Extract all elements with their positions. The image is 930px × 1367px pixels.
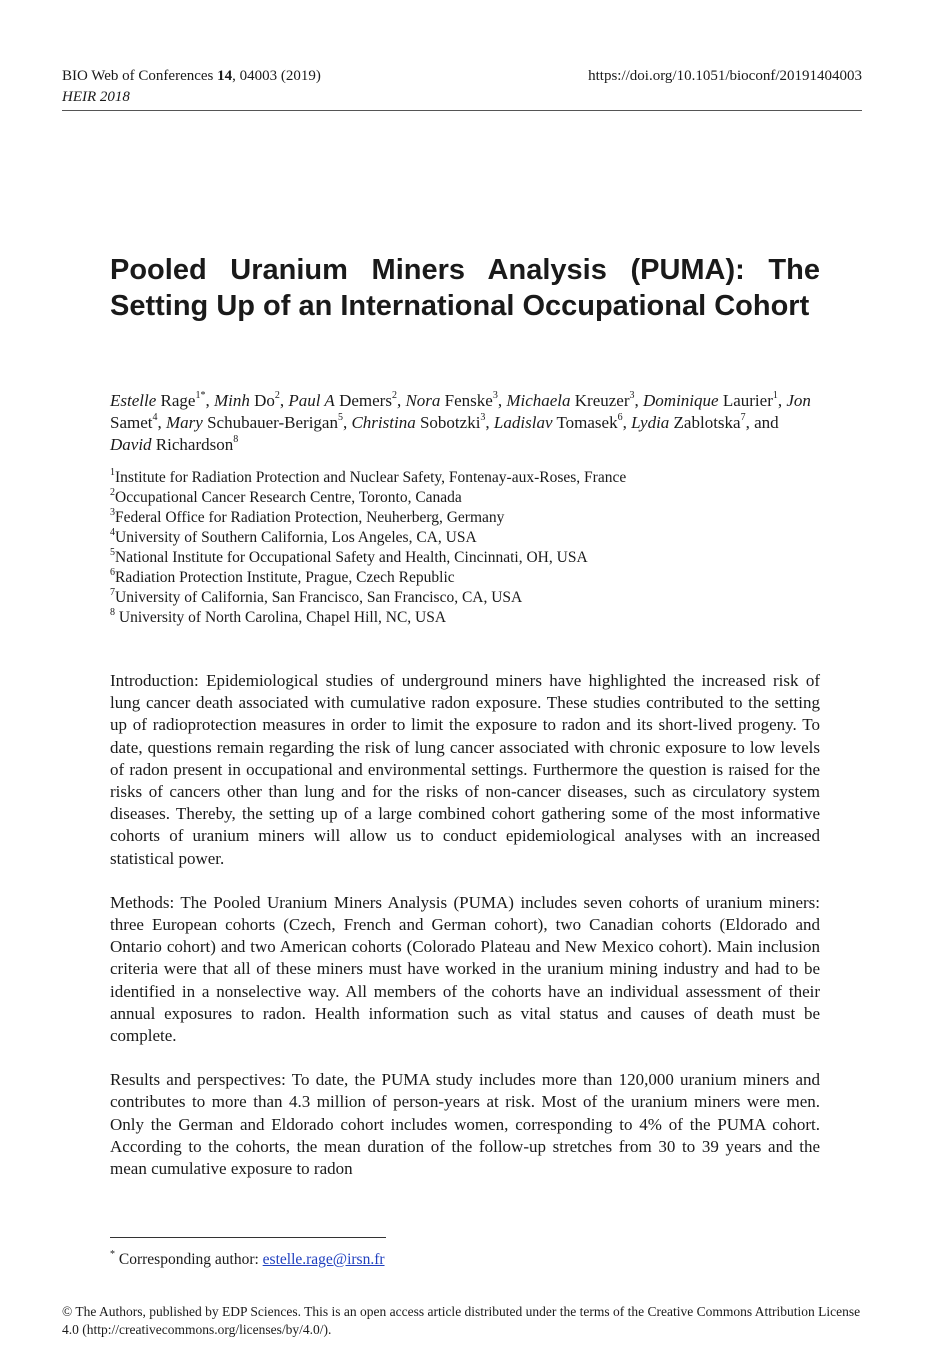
author-name: [214, 391, 280, 410]
author-first-name: Nora: [405, 391, 441, 410]
affiliation-number: 3: [110, 506, 115, 518]
affiliation-text: National Institute for Occupational Safety and Health, Cincinnati, OH, USA: [115, 549, 588, 566]
conference-name: HEIR 2018: [62, 89, 130, 105]
affiliation-text: Occupational Cancer Research Centre, Toronto, Canada: [115, 489, 462, 506]
affiliation-text: Institute for Radiation Protection and Nuclear Safety, Fontenay-aux-Roses, France: [115, 469, 627, 486]
affiliation-item: [110, 488, 820, 508]
doi-link[interactable]: https://doi.org/10.1051/bioconf/20191404003: [588, 68, 862, 84]
affiliation-number: 1: [110, 466, 115, 478]
author-last-name: Sobotzki: [419, 413, 481, 432]
corresponding-email-link[interactable]: estelle.rage@irsn.fr: [262, 1251, 385, 1268]
author-last-name: Do: [254, 391, 275, 410]
corresponding-author-footnote: [110, 1250, 385, 1270]
author-name: [166, 413, 343, 432]
author-last-name: Rage: [160, 391, 196, 410]
author-separator: ,: [485, 413, 494, 432]
license-notice: © The Authors, published by EDP Sciences. This is an open access article distributed under the terms of the Creative Commons Attribution License 4.0 (http://creativecommons.org/licenses/by/4.0/).: [62, 1304, 861, 1337]
affiliation-number: 2: [110, 486, 115, 498]
footnote-marker: *: [110, 1248, 115, 1260]
author-separator: ,: [622, 413, 632, 432]
author-first-name: Minh: [213, 391, 250, 410]
author-affiliation-marker: 2: [391, 390, 397, 402]
affiliation-item: [110, 528, 820, 548]
author-separator: ,: [634, 391, 644, 410]
affiliation-number: 7: [110, 586, 115, 598]
running-header-left: [62, 66, 321, 108]
author-affiliation-marker: 3: [480, 412, 486, 424]
author-affiliation-marker: 3: [629, 390, 635, 402]
affiliation-text: University of North Carolina, Chapel Hill, NC, USA: [115, 609, 447, 626]
affiliation-item: [110, 568, 820, 588]
author-first-name: Christina: [351, 413, 416, 432]
author-affiliation-marker: 1*: [195, 390, 206, 402]
journal-citation: BIO Web of Conferences 14, 04003 (2019): [62, 68, 321, 84]
header-divider: [62, 110, 862, 111]
author-first-name: Mary: [166, 413, 203, 432]
author-name: [405, 391, 497, 410]
author-last-name: Tomasek: [556, 413, 618, 432]
author-last-name: Laurier: [722, 391, 773, 410]
affiliation-number: 6: [110, 566, 115, 578]
paper-title: Pooled Uranium Miners Analysis (PUMA): The Setting Up of an International Occupational Cohort: [110, 254, 820, 322]
affiliation-number: 4: [110, 526, 115, 538]
affiliation-number: 8: [110, 606, 115, 618]
author-name: [351, 413, 485, 432]
footnote-label: Corresponding author:: [115, 1251, 263, 1268]
author-last-name: Samet: [110, 413, 153, 432]
affiliation-number: 5: [110, 546, 115, 558]
author-separator: ,: [205, 391, 214, 410]
affiliation-item: [110, 508, 820, 528]
affiliation-list: [110, 468, 820, 628]
journal-volume: 14: [217, 68, 233, 84]
author-name: [494, 413, 623, 432]
author-affiliation-marker: 3: [492, 390, 498, 402]
author-affiliation-marker: 1: [772, 390, 778, 402]
author-affiliation-marker: 5: [337, 412, 343, 424]
author-last-name: Zablotska: [673, 413, 741, 432]
author-first-name: Ladislav: [493, 413, 553, 432]
author-list: [110, 390, 820, 456]
affiliation-item: [110, 468, 820, 488]
author-first-name: Estelle: [110, 391, 157, 410]
author-name: [110, 391, 205, 410]
abstract-introduction: Introduction: Epidemiological studies of underground miners have highlighted the increased risk of lung cancer death associated with cumulative radon exposure. These studies contributed to the setting up of radioprotection measures in order to limit the exposure to radon and its short-lived progeny. To date, questions remain regarding the risk of lung cancer associated with chronic exposure to low levels of radon present in occupational and environmental settings. Furthermore the question is raised for the risks of cancers other than lung and for the risks of non-cancer diseases, such as circulatory system diseases. Thereby, the setting up of a large combined cohort gathering some of the most informative cohorts of uranium miners will allow us to conduct epidemiological analyses with an increased statistical power.: [110, 671, 820, 868]
author-affiliation-marker: 4: [152, 412, 158, 424]
author-affiliation-marker: 6: [617, 412, 623, 424]
author-first-name: David: [110, 435, 152, 454]
author-separator: ,: [396, 391, 406, 410]
author-separator: , and: [745, 413, 779, 432]
author-first-name: Lydia: [631, 413, 670, 432]
author-name: [506, 391, 634, 410]
author-separator: ,: [157, 413, 166, 432]
author-first-name: Michaela: [506, 391, 571, 410]
affiliation-text: University of California, San Francisco, San Francisco, CA, USA: [115, 589, 523, 606]
affiliation-item: [110, 548, 820, 568]
abstract-methods: Methods: The Pooled Uranium Miners Analysis (PUMA) includes seven cohorts of uranium miners: three European cohorts (Czech, French and German cohort), two Canadian cohorts (Eldorado and Ontario cohort) and two American cohorts (Colorado Plateau and New Mexico cohort). Main inclusion criteria were that all of these miners must have worked in the uranium mining industry and had to be identified in a nonselective way. All members of the cohorts have an individual assessment of their annual exposures to radon. Health information such as vital status and causes of death must be complete.: [110, 892, 820, 1046]
author-last-name: Kreuzer: [574, 391, 630, 410]
affiliation-text: Federal Office for Radiation Protection, Neuherberg, Germany: [115, 509, 505, 526]
author-last-name: Fenske: [444, 391, 493, 410]
author-affiliation-marker: 8: [233, 434, 239, 446]
footnote-divider: [110, 1237, 386, 1238]
author-name: [110, 435, 238, 454]
author-first-name: Dominique: [643, 391, 719, 410]
abstract: [110, 670, 820, 1202]
author-name: [631, 413, 746, 432]
author-name: [288, 391, 397, 410]
author-separator: ,: [342, 413, 352, 432]
abstract-results: Results and perspectives: To date, the PUMA study includes more than 120,000 uranium miners and contributes to more than 4.3 million of person-years at risk. Most of the uranium miners were men. Only the German and Eldorado cohort includes women, corresponding to 4% of the PUMA cohort. According to the cohorts, the mean duration of the follow-up stretches from 30 to 39 years and the mean cumulative exposure to radon: [110, 1070, 820, 1179]
author-separator: ,: [279, 391, 289, 410]
author-separator: ,: [497, 391, 507, 410]
author-affiliation-marker: 2: [274, 390, 280, 402]
author-first-name: Paul A: [288, 391, 335, 410]
author-first-name: Jon: [786, 391, 811, 410]
author-last-name: Richardson: [155, 435, 234, 454]
author-affiliation-marker: 7: [740, 412, 746, 424]
author-last-name: Demers: [339, 391, 392, 410]
affiliation-item: [110, 608, 820, 628]
affiliation-item: [110, 588, 820, 608]
affiliation-text: University of Southern California, Los Angeles, CA, USA: [115, 529, 477, 546]
author-separator: ,: [777, 391, 787, 410]
affiliation-text: Radiation Protection Institute, Prague, Czech Republic: [115, 569, 455, 586]
author-name: [643, 391, 778, 410]
author-last-name: Schubauer-Berigan: [207, 413, 338, 432]
